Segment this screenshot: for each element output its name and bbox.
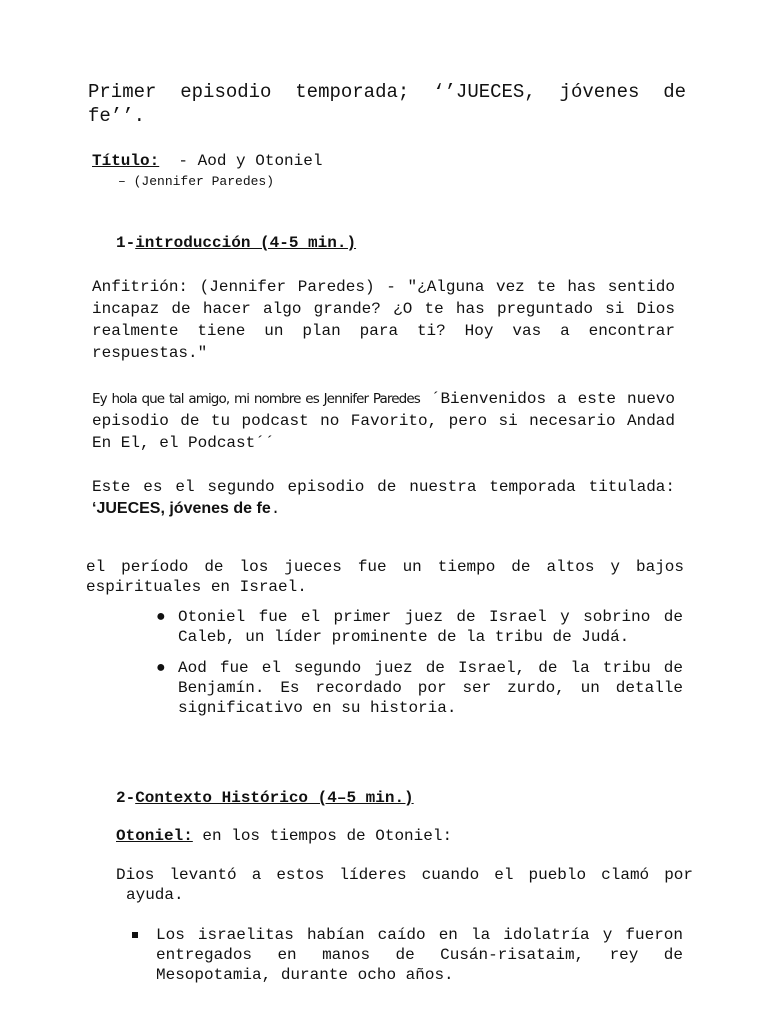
episode-prefix: Este es el segundo episodio de nuestra temporada titulada: (92, 478, 675, 496)
list-item-text: Aod fue el segundo juez de Israel, de la tribu de Benjamín. Es recordado por ser zurdo, un detalle significativo en su historia. (178, 659, 683, 717)
otoniel-rest: en los tiempos de Otoniel: (192, 827, 453, 845)
bullet-dot-icon: ● (156, 608, 166, 626)
host-paragraph: Anfitrión: (Jennifer Paredes) - "¿Alguna vez te has sentido incapaz de hacer algo grande? ¿O te has preguntado si Dios realmente tiene un plan para ti? Hoy vas a encontrar respuestas." (92, 278, 675, 362)
context-list (156, 925, 683, 985)
titulo-value: - Aod y Otoniel (159, 152, 323, 170)
section-intro-number: 1- (116, 234, 136, 252)
author-line (118, 174, 274, 190)
list-item-text: Otoniel fue el primer juez de Israel y sobrino de Caleb, un líder prominente de la tribu de Judá. (178, 608, 683, 646)
section-intro-heading (116, 233, 356, 253)
author-dash: – (118, 174, 126, 189)
greeting-handwritten: Ey hola que tal amigo, mi nombre es Jennifer Paredes (92, 391, 420, 407)
otoniel-label: Otoniel: (116, 827, 193, 845)
author-name: (Jennifer Paredes) (125, 174, 275, 189)
document-title: Primer episodio temporada; ‘’JUECES, jóvenes de fe’’. (88, 81, 686, 127)
list-item-text: Los israelitas habían caído en la idolatría y fueron entregados en manos de Cusán-risataim, rey de Mesopotamia, durante ocho años. (156, 926, 683, 984)
bullet-dot-icon: ● (156, 659, 166, 677)
list-item (156, 925, 683, 985)
greeting-paragraph (92, 388, 675, 454)
title-line (92, 151, 322, 171)
greeting-rest: ´Bienvenidos a este nuevo episodio de tu podcast no Favorito, pero si necesario Andad En El, el Podcast´´ (92, 390, 675, 452)
dios-paragraph: Dios levantó a estos líderes cuando el pueblo clamó por ayuda. (116, 866, 693, 904)
judges-list (156, 607, 683, 718)
square-bullet-icon (132, 932, 138, 938)
titulo-label: Título: (92, 152, 160, 170)
period-paragraph: el período de los jueces fue un tiempo de altos y bajos espirituales en Israel. (86, 558, 684, 596)
section-context-label: Contexto Histórico (4–5 min.) (135, 789, 414, 807)
list-item (156, 658, 683, 718)
episode-series-name: ‘JUECES, jóvenes de fe (92, 500, 271, 517)
section-context-number: 2- (116, 789, 136, 807)
episode-paragraph (92, 476, 675, 520)
episode-suffix: . (270, 500, 281, 518)
otoniel-line (116, 825, 452, 847)
list-item (156, 607, 683, 647)
section-context-heading (116, 788, 414, 808)
section-intro-label: introducción (4-5 min.) (135, 234, 357, 252)
